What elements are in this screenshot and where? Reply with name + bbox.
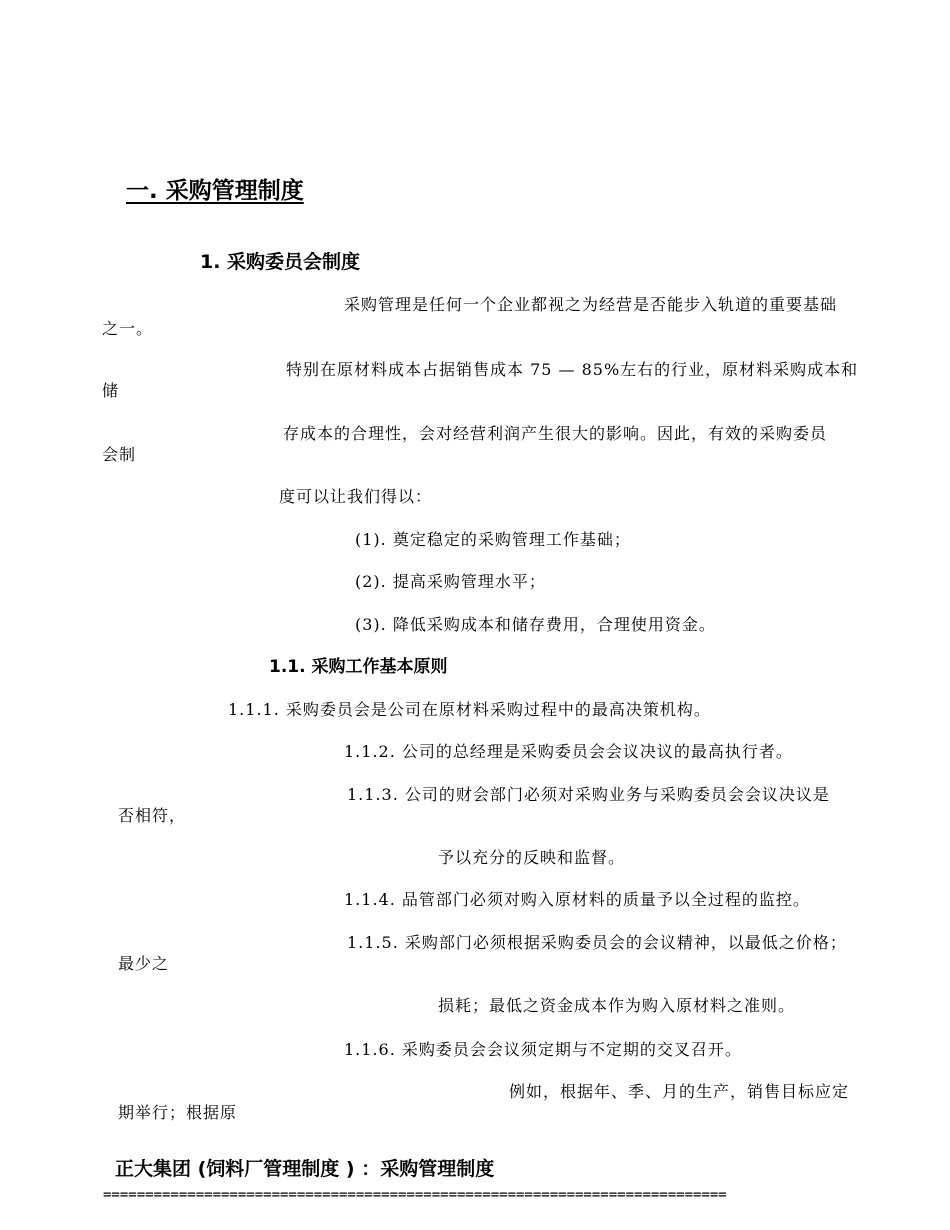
goal-item: (2). 提高采购管理水平； [355, 572, 546, 591]
section-title-1-1: 1.1. 采购工作基本原则 [269, 657, 448, 677]
rule-1-1-1: 1.1.1. 采购委员会是公司在原材料采购过程中的最高决策机构。 [228, 700, 711, 719]
goal-item: (3). 降低采购成本和储存费用，合理使用资金。 [355, 615, 716, 634]
rule-1-1-2: 1.1.2. 公司的总经理是采购委员会会议决议的最高执行者。 [344, 742, 793, 761]
rule-1-1-4: 1.1.4. 品管部门必须对购入原材料的质量予以全过程的监控。 [344, 890, 810, 909]
rule-1-1-3: 1.1.3. 公司的财会部门必须对采购业务与采购委员会会议决议是 [347, 785, 830, 804]
intro-line-1: 采购管理是任何一个企业都视之为经营是否能步入轨道的重要基础 [344, 295, 838, 314]
intro-line-3-wrap: 会制 [102, 445, 137, 464]
rule-1-1-3-wrap: 否相符， [118, 806, 187, 825]
intro-line-4: 度可以让我们得以： [279, 487, 433, 506]
intro-line-2-wrap: 储 [102, 381, 120, 400]
rule-1-1-6-wrap: 期举行；根据原 [118, 1103, 238, 1122]
footer-title: 正大集团 (饲料厂管理制度 ) ：采购管理制度 [115, 1158, 495, 1180]
rule-1-1-5: 1.1.5. 采购部门必须根据采购委员会的会议精神，以最低之价格； [347, 933, 847, 952]
intro-line-1-wrap: 之一。 [102, 319, 154, 338]
rule-1-1-5-wrap: 最少之 [118, 954, 170, 973]
rule-1-1-6-cont: 例如，根据年、季、月的生产，销售目标应定 [509, 1082, 850, 1101]
rule-1-1-6: 1.1.6. 采购委员会会议须定期与不定期的交叉召开。 [344, 1040, 742, 1059]
intro-line-2: 特别在原材料成本占据销售成本 75 — 85%左右的行业，原材料采购成本和 [286, 360, 859, 379]
footer-separator: ========================================================================== [103, 1188, 727, 1202]
intro-line-3: 存成本的合理性，会对经营利润产生很大的影响。因此，有效的采购委员 [283, 424, 828, 443]
goal-item: (1). 奠定稳定的采购管理工作基础； [355, 530, 631, 549]
rule-1-1-5-cont: 损耗；最低之资金成本作为购入原材料之准则。 [438, 996, 796, 1015]
rule-1-1-3-cont: 予以充分的反映和监督。 [438, 848, 626, 867]
page-heading: 一. 采购管理制度 [126, 178, 304, 204]
section-title-1: 1. 采购委员会制度 [200, 251, 361, 273]
